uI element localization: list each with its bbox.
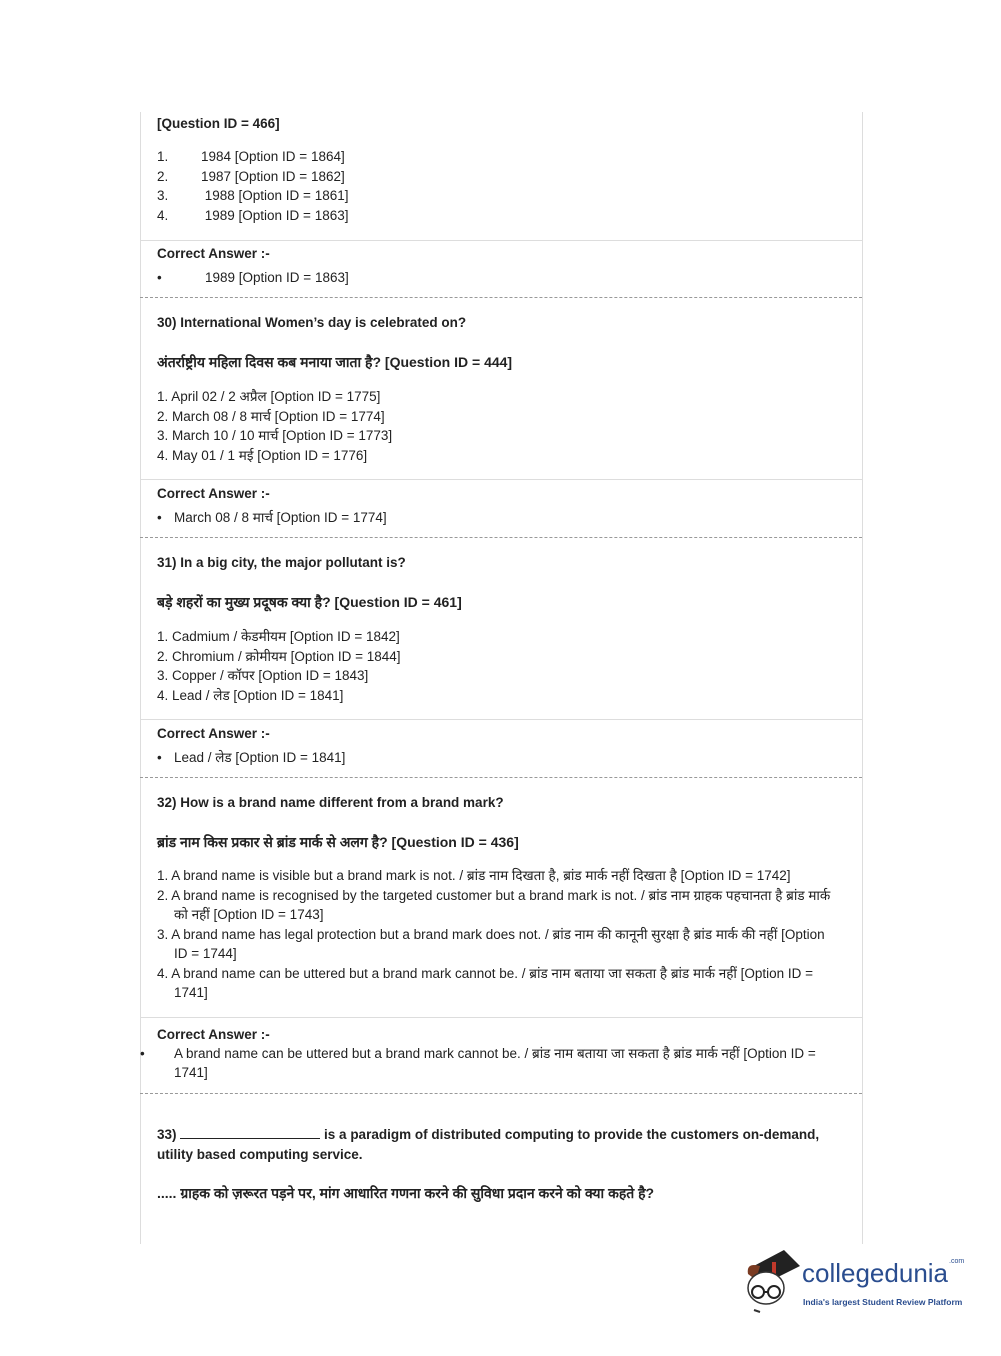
option: [157, 206, 847, 226]
options-list: [140, 866, 837, 1003]
divider: [140, 719, 862, 720]
correct-answer-label: Correct Answer :-: [157, 1026, 270, 1042]
divider: [140, 479, 862, 480]
option: 1. Cadmium / केडमीयम [Option ID = 1842]: [157, 629, 400, 644]
flow-section: [140, 866, 862, 1203]
correct-answer-text: 1989 [Option ID = 1863]: [205, 270, 349, 285]
options-list: [157, 387, 847, 465]
collegedunia-logo: [742, 1248, 982, 1318]
correct-answer: • Lead / लेड [Option ID = 1841]: [157, 750, 346, 765]
option: 2. A brand name is recognised by the targeted customer but a brand mark is not. / ब्रांड नाम ग्राहक पहचानता है ब्रांड मार्क को नहीं [Option ID = 1743]: [157, 887, 831, 922]
answer-blank: [180, 1126, 320, 1139]
question-id: [Question ID = 466]: [157, 116, 280, 131]
options-list: [157, 147, 847, 225]
option: 4. Lead / लेड [Option ID = 1841]: [157, 687, 344, 703]
correct-answer: • A brand name can be uttered but a brand mark cannot be. / ब्रांड नाम बताया जा सकता है ब्रांड मार्क नहीं [Option ID = 1741]: [140, 1045, 816, 1080]
correct-answer: • March 08 / 8 मार्च [Option ID = 1774]: [157, 510, 387, 525]
option-text: 1988 [Option ID = 1861]: [201, 188, 349, 203]
divider: [140, 240, 862, 241]
option-text: 1987 [Option ID = 1862]: [201, 168, 345, 184]
option-number: 1.: [157, 149, 169, 164]
question-hindi: अंतर्राष्ट्रीय महिला दिवस कब मनाया जाता है? [Question ID = 444]: [157, 354, 513, 370]
question-number: 33): [157, 1126, 177, 1142]
option-text: 1989 [Option ID = 1863]: [201, 207, 349, 223]
logo-wordmark: [802, 1258, 964, 1289]
question-separator: [140, 1093, 862, 1094]
mascot-icon: [742, 1248, 804, 1318]
divider: [140, 1017, 862, 1018]
option: [157, 167, 847, 187]
option: 2. March 08 / 8 मार्च [Option ID = 1774]: [157, 408, 385, 424]
option: 3. Copper / कॉपर [Option ID = 1843]: [157, 668, 369, 683]
correct-answer-text: Lead / लेड [Option ID = 1841]: [174, 750, 346, 765]
option: 1. April 02 / 2 अप्रैल [Option ID = 1775]: [157, 389, 381, 404]
correct-answer: • 1989 [Option ID = 1863]: [157, 270, 349, 285]
correct-answer-label: Correct Answer :-: [157, 246, 270, 261]
logo-tagline: India's largest Student Review Platform: [803, 1297, 963, 1307]
option: 2. Chromium / क्रोमीयम [Option ID = 1844]: [157, 648, 401, 664]
option-number: 4.: [157, 207, 169, 223]
question-separator: [140, 297, 862, 298]
correct-answer-text: A brand name can be uttered but a brand mark cannot be. / ब्रांड नाम बताया जा सकता है ब्रांड मार्क नहीं [Option ID = 1741]: [174, 1045, 816, 1080]
question-hindi: बड़े शहरों का मुख्य प्रदूषक क्या है? [Question ID = 461]: [157, 594, 462, 610]
question-separator: [140, 537, 862, 538]
option: [157, 147, 847, 167]
option-number: 3.: [157, 188, 169, 203]
question-hindi: ..... ग्राहक को ज़रूरत पड़ने पर, मांग आधारित गणना करने की सुविधा प्रदान करने को क्या कहते है?: [157, 1184, 655, 1201]
options-list: [157, 627, 847, 705]
correct-answer-text: March 08 / 8 मार्च [Option ID = 1774]: [174, 510, 387, 525]
correct-answer-label: Correct Answer :-: [157, 726, 270, 741]
option: 3. March 10 / 10 मार्च [Option ID = 1773]: [157, 428, 393, 443]
question-text: [140, 1125, 827, 1165]
option: 1. A brand name is visible but a brand mark is not. / ब्रांड नाम दिखता है, ब्रांड मार्क नहीं दिखता है [Option ID = 1742]: [157, 868, 791, 883]
option-number: 2.: [157, 168, 169, 184]
option-text: 1984 [Option ID = 1864]: [201, 149, 345, 164]
option: [157, 186, 847, 206]
option: 3. A brand name has legal protection but a brand mark does not. / ब्रांड नाम की कानूनी सुरक्षा है ब्रांड मार्क की नहीं [Option ID = 1744]: [157, 926, 825, 961]
option: 4. A brand name can be uttered but a brand mark cannot be. / ब्रांड नाम बताया जा सकता है ब्रांड मार्क नहीं [Option ID = 1741]: [157, 965, 814, 1000]
question-body: is a paradigm of distributed computing to provide the customers on-demand, utility based computing service.: [157, 1126, 820, 1162]
question-text: 30) International Women’s day is celebrated on?: [157, 315, 467, 330]
question-separator: [140, 777, 862, 778]
logo-name: collegedunia: [802, 1258, 949, 1288]
option: 4. May 01 / 1 मई [Option ID = 1776]: [157, 447, 368, 463]
correct-answer-label: Correct Answer :-: [157, 486, 270, 501]
question-text: 31) In a big city, the major pollutant is?: [157, 555, 406, 570]
question-hindi: ब्रांड नाम किस प्रकार से ब्रांड मार्क से अलग है? [Question ID = 436]: [157, 834, 519, 850]
logo-com: .com: [949, 1258, 965, 1265]
question-text: 32) How is a brand name different from a brand mark?: [157, 795, 504, 810]
